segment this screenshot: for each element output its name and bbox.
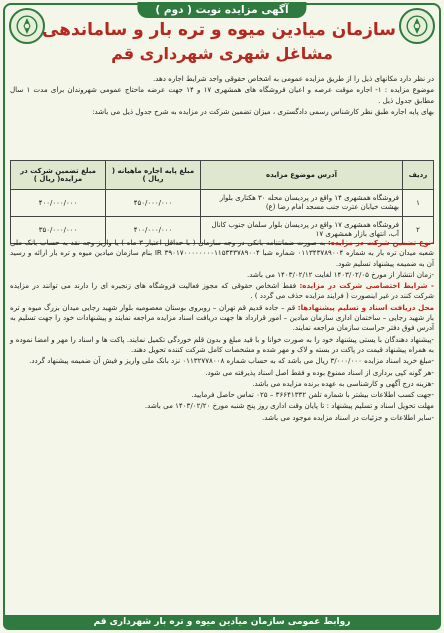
table-header-row	[11, 161, 434, 190]
column-header-row: ردیف	[403, 161, 434, 190]
intro-line: بهای پایه اجاره طبق نظر کارشناس رسمی دادگستری ، میزان تضمین شرکت در مزایده به شرح جدول ذیل می باشد:	[92, 106, 434, 116]
notice-title-line1: سازمان میادین میوه و تره بار و ساماندهی	[41, 20, 396, 40]
row-address: فروشگاه همشهری ۱۴ واقع در پردیسان محله ۳۰ هکتاری بلوار بهشت خیابان عترت جنب مسجد امام رضا (ع)	[201, 190, 403, 217]
table-row	[11, 190, 434, 217]
notice-badge: آگهی مزایده نوبت ( دوم )	[137, 2, 306, 18]
intro-line: موضوع مزایده : ۱- اجاره موقت عرصه و اعیان فروشگاه های همشهری ۱۷ و ۱۴ جهت عرضه ماحتاج عمومی شهروندان برای مدت ۱ سال مطابق جدول ذیل .	[10, 85, 435, 105]
guarantee-text: به صورت ضمانتنامه بانکی در وجه سازمان ( با حداقل اعتبار ۳ ماه ) یا واریز وجه نقد به حساب بانک ملی شعبه میدان تره بار به شماره ۰۱۱۳۴۳۷۸۹۰۰۴ شماره شبا IR ۳۹۰۱۷۰۰۰۰۰۰۰۰۱۱۵۳۴۳۷۸۹۰۰۴ بنام سازمان میادین میوه و تره بار ارائه و رسید آن به ضمیمه پیشنهاد تسلیم شود.	[10, 238, 434, 268]
intro-line: در نظر دارد مکانهای ذیل را از طریق مزایده عمومی به اشخاص حقوقی واجد شرایط اجاره دهد.	[152, 74, 434, 83]
guarantee-paragraph	[10, 238, 434, 269]
row-number: ۲	[403, 217, 434, 244]
note-line: -مبلغ خرید اسناد مزایده ۳/۰۰۰/۰۰۰ ریال می باشد که به حساب شماره ۰۱۱۳۲۷۷۸۰۰۸ نزد بانک ملی واریز و فیش آن ضمیمه پیشنهاد گردد.	[29, 356, 434, 366]
row-guarantee: ۴۰۰/۰۰۰/۰۰۰	[11, 190, 106, 217]
organization-logo-icon	[399, 8, 435, 44]
row-address: فروشگاه همشهری ۱۷ واقع در پردیسان بلوار سلمان جنوب کانال آب، انتهای بازار همشهری ۱۷	[201, 217, 403, 244]
intro-section	[10, 74, 434, 118]
column-header-guarantee: مبلغ تضمین شرکت در مزایده( ریال )	[11, 161, 106, 190]
column-header-address: آدرس موضوع مزایده	[201, 161, 403, 190]
auction-table	[10, 160, 434, 244]
row-guarantee: ۳۵۰/۰۰۰/۰۰۰	[11, 217, 106, 244]
publish-date-line: -زمان انتشار از مورخ ۱۴۰۳/۰۲/۰۵ لغایت ۱۴۰۳/۰۲/۱۲ می باشد.	[246, 269, 434, 279]
row-base-price: ۴۰۰/۰۰۰/۰۰۰	[106, 217, 201, 244]
delivery-text: قم – جاده قدیم قم تهران – روبروی بوستان معصومیه بلوار شهید رجایی میدان بزرگ میوه و تره بار شهید رجایی – ساختمان اداری سازمان میادین – امور قرارداد ها جهت دریافت اسناد مزایده مراجعه نمایند و پیشنهادات خود را جهت تسلیم به آدرس فوق دفتر حراست سازمان مراجعه نمایند.	[10, 302, 434, 333]
column-header-base-price: مبلغ پایه اجاره ماهیانه ( ریال )	[106, 161, 201, 190]
conditions-paragraph	[10, 281, 434, 302]
details-section	[10, 238, 434, 424]
delivery-label: محل دریافت اسناد و تسلیم پیشنهادها:	[297, 302, 434, 312]
note-line: -هر گونه کپی برداری از اسناد ممنوع بوده و فقط اصل اسناد پذیرفته می شود.	[205, 367, 434, 377]
organization-logo-icon	[9, 8, 45, 44]
guarantee-label: -نوع تضمین شرکت در مزایده:	[327, 238, 434, 247]
note-line: -جهت کسب اطلاعات بیشتر با شماره تلفن ۳۶۶۴۱۳۳۲ – ۰۲۵ تماس حاصل فرمایید.	[191, 390, 434, 400]
delivery-paragraph	[10, 303, 434, 334]
note-line: -پیشنهاد دهندگان با یستی پیشنهاد خود را به صورت خوانا و با قید مبلغ و بدون قلم خوردگی تکمیل نمایند. پاکت ها و اسناد را مهر و امضا نموده و به همراه پیشنهاد قیمت در پاکت در بسته و لاک و مهر شده و مشخصات کامل شرکت کننده تحویل دهند.	[10, 334, 434, 354]
conditions-label: - شرایط اختصاصی شرکت در مزایده:	[299, 281, 434, 291]
row-base-price: ۴۵۰/۰۰۰/۰۰۰	[106, 190, 201, 217]
note-line: -هزینه درج آگهی و کارشناسی به عهده برنده مزایده می باشد.	[252, 378, 434, 388]
note-line: -سایر اطلاعات و جزئیات در اسناد مزایده موجود می باشد.	[262, 412, 434, 422]
notice-title-line2: مشاغل شهری شهرداری قم	[111, 44, 333, 63]
conditions-text: فقط اشخاص حقوقی که مجوز فعالیت فروشگاه های زنجیره ای را دارند می توانند در مزایده شرکت کنند در غیر اینصورت ( فرایند مزایده حذف می گردد ) .	[10, 281, 434, 301]
footer-bar: روابط عمومی سازمان میادین میوه و تره بار شهرداری قم	[3, 615, 441, 630]
row-number: ۱	[403, 190, 434, 217]
note-line: مهلت تحویل اسناد و تسلیم پیشنهاد : تا پایان وقت اداری روز پنج شنبه مورخ ۱۴۰۳/۰۲/۲۰ می باشد.	[144, 401, 434, 411]
